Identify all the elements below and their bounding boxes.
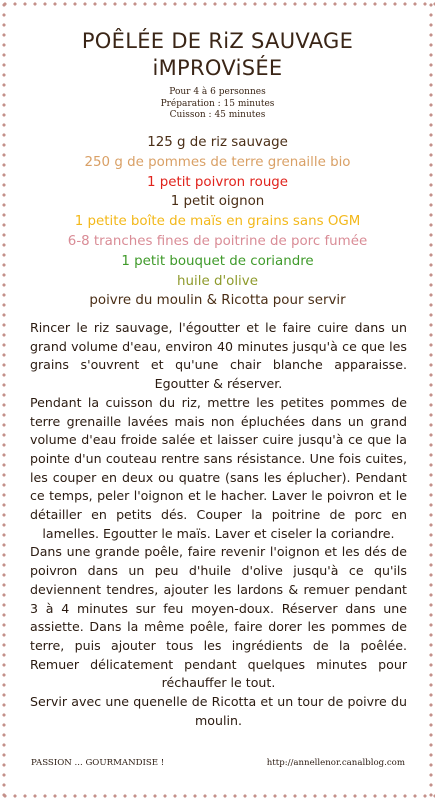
recipe-title-line-1: POÊLÉE DE RiZ SAUVAGE	[81, 29, 354, 53]
ingredients-list	[20, 133, 415, 311]
footer-slogan: PASSION ... GOURMANDISE !	[31, 758, 165, 768]
ingredient-item: 1 petit poivron rouge	[146, 174, 289, 190]
direction-paragraph: Rincer le riz sauvage, l'égoutter et le faire cuire dans un grand volume d'eau, environ 40 minutes jusqu'à ce que les grains s'ouvrent et qu'une chair blanche apparaisse. Egoutter & réserver.	[30, 320, 407, 392]
directions-text	[30, 319, 407, 730]
dotted-border-bottom	[0, 792, 435, 800]
direction-paragraph: Dans une grande poêle, faire revenir l'oignon et les dés de poivron dans un peu d'huile d'olive jusqu'à ce qu'ils deviennent tendres, ajouter les lardons & remuer pendant 3 à 4 minutes sur feu moyen-doux. Réserver dans une assiette. Dans la même poêle, faire dorer les pommes de terre, puis ajouter tous les ingrédients de la poêlée. Remuer délicatement pendant quelques minutes pour réchauffer le tout.	[30, 544, 407, 691]
dotted-border-top	[0, 0, 435, 8]
ingredient-item: 125 g de riz sauvage	[147, 135, 288, 150]
ingredient-item: poivre du moulin & Ricotta pour servir	[89, 293, 346, 309]
ingredient-item: 1 petite boîte de maïs en grains sans OGM	[74, 214, 361, 230]
dotted-border-right	[427, 0, 435, 800]
direction-paragraph: Servir avec une quenelle de Ricotta et un tour de poivre du moulin.	[30, 694, 407, 728]
dotted-border-left	[0, 0, 8, 800]
servings-text: Pour 4 à 6 personnes	[169, 87, 266, 97]
ingredient-item: 1 petit bouquet de coriandre	[121, 253, 314, 269]
ingredient-item: 1 petit oignon	[170, 194, 265, 210]
prep-time-text: Préparation : 15 minutes	[160, 98, 275, 109]
ingredient-item: 6-8 tranches fines de poitrine de porc fumée	[67, 233, 368, 249]
direction-paragraph: Pendant la cuisson du riz, mettre les petites pommes de terre grenaille lavées mais non épluchées dans un grand volume d'eau froide salée et laisser cuire jusqu'à ce que la pointe d'un couteau rentre sans résistance. Une fois cuites, les couper en deux ou quatre (sans les éplucher). Pendant ce temps, peler l'oignon et le hacher. Laver le poivron et le détailler en petits dés. Couper la poitrine de porc en lamelles. Egoutter le maïs. Laver et ciseler la coriandre.	[30, 394, 407, 541]
ingredient-item: huile d'olive	[177, 273, 258, 289]
recipe-title	[20, 28, 415, 82]
ingredient-item: 250 g de pommes de terre grenaille bio	[84, 154, 351, 170]
recipe-meta	[20, 87, 415, 122]
cook-time-text: Cuisson : 45 minutes	[169, 110, 266, 120]
recipe-title-line-2: iMPROViSÉE	[152, 56, 283, 80]
footer-url: http://annellenor.canalblog.com	[266, 758, 405, 768]
